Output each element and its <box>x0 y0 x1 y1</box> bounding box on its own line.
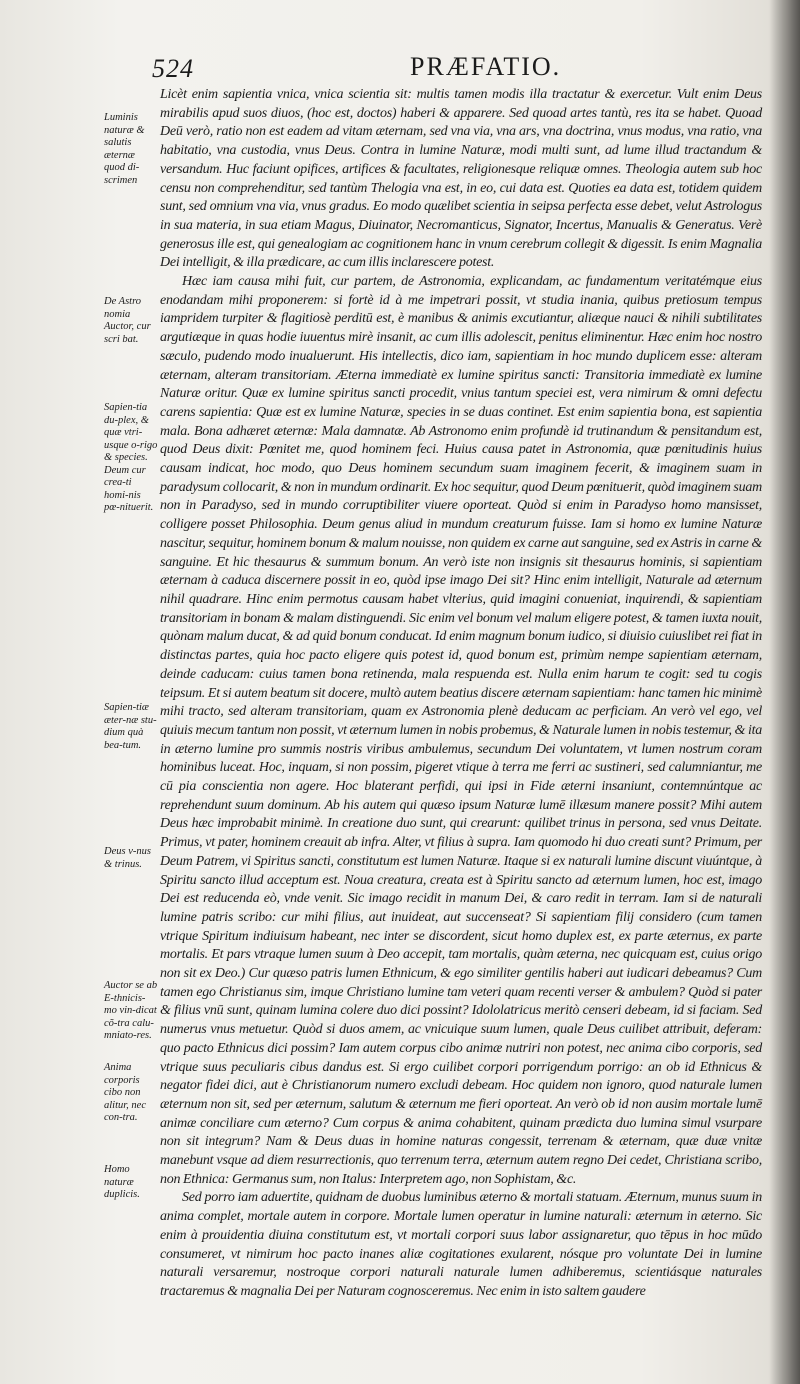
book-spine-shadow <box>770 0 800 1384</box>
margin-note: Luminis naturæ & salutis æternæ quod di-scrimen <box>104 112 145 186</box>
margin-note: Auctor se ab E-thnicis-mo vin-dicat cõ-tra calu-mniato-res. <box>104 980 158 1041</box>
paragraph: Licèt enim sapientia vnica, vnica scientia sit: multis tamen modis illa tractatur & exercetur. Vult enim Deus mirabilis apud suos diuos, (hoc est, doctos) haberi & apparere. Sed quoad artes tantù, res ita se habet. Quoad Deū verò, ratio non est eadem ad vitam æternam, sed vna via, vna ars, vna doctrina, vnus modus, vna ratio, vna habitatio, vna custodia, vnus Deus. Contra in lumine Naturæ, modi multi sunt, ad lume illud tractandum & versandum. Huc faciunt opifices, artifices & facultates, religionesque reliquæ omnes. Theologia autem sub hoc censu non comprehenditur, sed tantùm Thelogia vna est, in eo, cui data est. Quoties ea data est, totidem quidem sunt, sed omnium vna via, vnus gradus. Eo modo quælibet scientia in seipsa perfecta esse debet, velut Astrologus in sua materia, in sua etiam Magus, Diuinator, Necromanticus, Signator, Incertus, Manualis & Generatus. Verè generosus ille est, qui genealogiam ac cognitionem hanc in vnum cerebrum collegit & digessit. Is enim Magnalia Dei intelligit, & illa prædicare, ac cum illis inclarescere potest. <box>160 87 762 271</box>
paragraph: Sed porro iam aduertite, quidnam de duobus luminibus æterno & mortali statuam. Æternum, munus suum in anima complet, mortale autem in corpore. Mortale lumen operatur in lumine naturali: æternum in æterno. Sic enim à prouidentia diuina constitutum est, vt mortali corpori suus labor assignaretur, quo tēpus in hoc mūdo consumeret, vt nimirum hoc pacto inanes aliæ cogitationes exularent, nósque pro voluntate Dei in lumine naturali versaremur, nostroque corpori naturali naturale lumen adhiberemus, scientiásque naturales tractaremus & magnalia Dei per Naturam cognosceremus. Nec enim in isto saltem gaudere <box>160 1190 762 1299</box>
running-head: PRÆFATIO. <box>410 52 562 81</box>
page-number: 524 <box>152 54 194 83</box>
margin-note: Sapien-tia du-plex, & quæ vtri-usque o-rigo & species. Deum cur crea-ti homi-nis pœ-nituerit. <box>104 402 158 513</box>
margin-note: Deus v-nus & trinus. <box>104 846 151 870</box>
margin-note: Homo naturæ duplicis. <box>104 1164 140 1200</box>
margin-note: Anima corporis cibo non alitur, nec con-tra. <box>104 1062 146 1123</box>
paragraph: Hæc iam causa mihi fuit, cur partem, de Astronomia, explicandam, ac fundamentum veritatémque eius enodandam mihi proponerem: si fortè id à me impetrari possit, vt studia inania, quibus pretiosum tempus iampridem turpiter & flagitiosè perditū est, è manibus & animis excutiantur, aliæque nauci & nihili subtilitates argutiæque in quas hodie iuuentus mirè insanit, ac cum illis adolescit, penitus eliminentur. Hæc enim hoc nostro sæculo, pudendo modo inualuerunt. His intellectis, dico iam, sapientiam in hoc mundo duplicem esse: alteram æternam, alteram transitoriam. Æterna immediatè ex lumine spiritus sancti: Transitoria immediatè ex lumine Naturæ oritur. Quæ ex lumine spiritus sancti procedit, vnius tantum speciei est, vera nimirum & omni defectu carens sapientia: Quæ est ex lumine Naturæ, species in se duas continet. Est enim sapientia bona, est sapientia mala. Bona adhæret æternæ: Mala damnatæ. Ab Astronomo enim profundè id trutinandum & pensitandum est, quod Deus dixit: Pœnitet me, quod hominem feci. Huius causa patet in Astronomia, quæ pœnitudinis huius causam indicat, hoc modo, quo Deus hominem secundum suam imaginem fecerit, & imaginem suam in paradysum collocarit, & non in mundum ordinarit. Ex hoc sequitur, quod Deum pœnituerit, quòd imaginem suam non in Paradyso, sed in mundo corruptibiliter viuere oporteat. Quòd si enim in Paradyso homo mansisset, colligere posset Philosophia. Deum genus aliud in mundum creaturum fuisse. Iam si homo ex lumine Naturæ nascitur, sequitur, hominem bonum & malum nouisse, non quidem ex carne aut sanguine, sed ex Astris in carne & sanguine. Et hic thesaurus & summum bonum. An verò iste non insignis sit thesaurus hominis, si sapientiam æternam à caduca discernere possit in eo, quòd ipse imago Dei sit? Hinc enim intelligit, Naturale ad æternum nihil quadrare. Hinc enim permotus causam habet vlterius, quid imagini conueniat, inquirendi, & sapientiam transitoriam in bonam & malam distinguendi. Sic enim vel bonum vel malum eligere potest, & tamen iuxta nouit, quònam malum ducat, & ad quid bonum conducat. Id enim magnum bonum iudico, si diuisio cuiuslibet rei fiat in distinctas partes, quia hoc pacto eligere quis potest id, quod bonum est, primùm nempe sapientiam æternam, deinde caducam: cuius tamen bona retinenda, mala respuenda est. Nulla enim harum te cogit: sed tu cogis teipsum. Et si autem beatum sit docere, multò autem beatius discere æternam sapientiam: hanc tamen hic minimè mihi tracto, sed alteram transitoriam, quam ex Astronomia plenè deducam ac perficiam. An verò vel ego, vel quiuis mecum tantum non possit, vt æternum lumen in nobis probemus, & Naturale lumen in nobis testemur, & ita in æterno lumine pro summis nostris viribus ambulemus, secundum Dei voluntatem, vt lumen nostrum coram hominibus luceat. Hoc, inquam, si non possim, pigeret vtique à terra me ferri ac sustineri, sed calumniantur, me cū pia conscientia non agere. Hoc blaterant perfidi, qui ipsi in Fide æterni insaniunt, contemnúntque ac reprehendunt suum dominum. Ab his autem qui quæso ipsum Naturæ lumē illæsum manere possit? Mihi autem Deus hæc improbabit minimè. In creatione duo sunt, qui crearunt: quilibet trinus in persona, sed vnus Deitate. Primus, vt pater, hominem creauit ab infra. Alter, vt filius à supra. Iam quomodo hi duo creati sunt? Primum, per Deum Patrem, vi Spiritus sancti, constitutum est lumen Naturæ. Itaque si ex naturali lumine discunt viuúntque, à Spiritu sancto illud acceptum est. Noua creatura, creata est à Spiritu sancto ad æternum lumen, hoc est, imago Dei est reducenda eò, vnde venit. Sic imago recidit in manum Dei, & caro redit in terram. Iam si de naturali lumine patris scribo: cur mihi filius, aut inuideat, aut succenseat? Si sapientiam filij considero (cum tamen vtrique Spiritum indiuisum habeant, nec inter se discordent, sicut homo duplex est, ex parte æternus, ex parte mortalis. Et pars vtraque lumen suum à Deo accepit, tam mortalis, quàm æterna, nec quicquam est, cuius origo non sit ex Deo.) Cur quæso patris lumen Ethnicum, & ego similiter gentilis haberi aut iudicari debeamus? Cum tamen ego Christianus sim, imque Christiano lumine tam veteri quam recenti verser & ambulem? Quòd si pater & filius vnū sunt, quinam lumina colere duo dici possint? Idololatricus meritò censeri debeam, id si faciam. Sed numerus vnus metuetur. Quòd si duos amem, ac vnicuique suum lumen, quale Deus cuilibet attribuit, deferam: quo pacto Ethnicus dici possim? Iam autem corpus cibo animæ nutriri non potest, nec anima cibo corporis, sed vtrique suus peculiaris cibus dandus est. Si ergo cuilibet corpori porrigendum porrigo: an ob id Ethnicus & negator fidei dici, aut è Christianorum numero excludi debeam. Hoc quidem non ignoro, quod naturale lumen æternum non sit, sed per æternum, salutum & æternum me fieri oporteat. An verò ob id non ausim mortale lumē animæ conciliare cum æterno? Cum corpus & anima cohabitent, quinam prædicta duo lumina simul vsurpare non sit integrum? Nam & Deus duas in homine naturas congessit, terrenam & æternam, quæ duæ vnitæ manebunt vsque ad diem resurrectionis, quo terrenum terra, æternum autem regno Dei cedet, Christiana scribo, non Ethnica: Germanus sum, non Italus: Interpretem ago, non Sophistam, &c. <box>160 274 762 1187</box>
margin-note: De Astro nomia Auctor, cur scri bat. <box>104 296 151 345</box>
main-text-block <box>160 86 762 1302</box>
margin-note: Sapien-tiæ æter-næ stu-dium quà bea-tum. <box>104 702 157 751</box>
